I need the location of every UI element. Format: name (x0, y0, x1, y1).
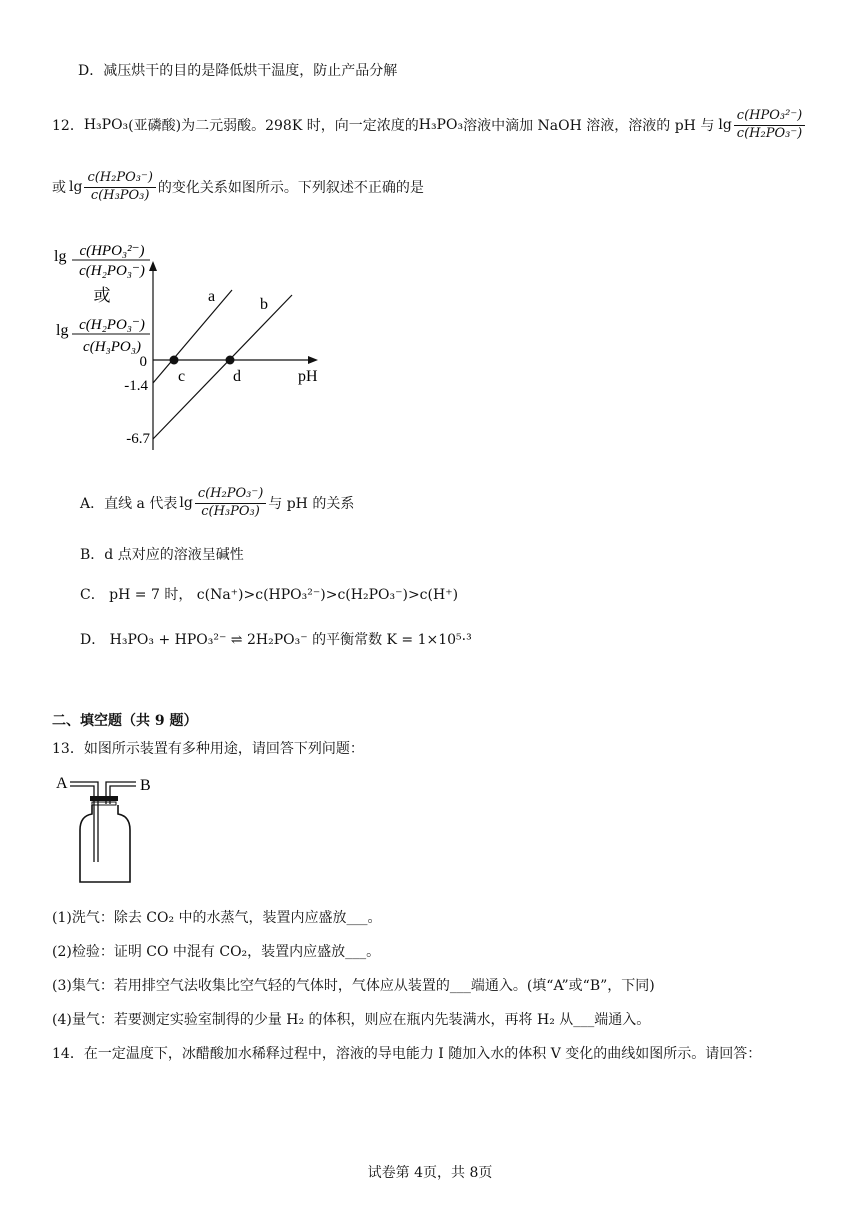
graph-ylabel-lg2: lg (56, 322, 69, 339)
q12-stem-line1 (52, 100, 807, 150)
fraction-numerator: c(HPO₃²⁻) (734, 109, 805, 126)
q12-acid: H₃PO₃ (83, 117, 129, 133)
graph-ylabel-den1: c(H₂PO₃⁻) (79, 263, 145, 279)
q13-stem: 13．如图所示装置有多种用途，请回答下列问题： (52, 741, 364, 757)
graph-label-d: d (233, 368, 241, 385)
graph-line-b (153, 295, 292, 439)
q13-part-4: (4)量气：若要测定实验室制得的少量 H₂ 的体积，则应在瓶内先装满水，再将 H₂ 从___端通入。 (52, 1012, 651, 1028)
q12-fraction-1 (734, 109, 805, 142)
q12-acid2: H₃PO₃ (418, 117, 464, 133)
q12-lg2: lg (69, 179, 83, 195)
q12-option-d: D． H₃PO₃ + HPO₃²⁻ ⇌ 2H₂PO₃⁻ 的平衡常数 K = 1×10⁵·³ (80, 632, 472, 648)
graph-x-arrow (308, 356, 318, 364)
gas-washing-bottle-diagram (52, 770, 162, 888)
q12-number: 12． (52, 118, 84, 134)
q13-part-1: (1)洗气：除去 CO₂ 中的水蒸气，装置内应盛放___。 (52, 910, 382, 926)
section-heading: 二、填空题（共 9 题） (52, 713, 198, 729)
q13-part-2: (2)检验：证明 CO 中混有 CO₂，装置内应盛放___。 (52, 944, 381, 960)
option-a-prefix: A．直线 a 代表 (80, 496, 178, 512)
graph-point-c (170, 356, 179, 365)
graph-label-a: a (208, 288, 216, 305)
fraction-denominator: c(H₃PO₃) (201, 503, 260, 519)
label-A: A (56, 775, 68, 792)
graph-point-d (226, 356, 235, 365)
graph-ylabel-num2: c(H₂PO₃⁻) (79, 317, 145, 333)
option-a-lg: lg (179, 495, 193, 511)
graph-label-b: b (260, 296, 268, 313)
fraction-numerator: c(H₂PO₃⁻) (84, 171, 155, 188)
option-a-fraction (195, 487, 266, 520)
q12-fraction-2 (84, 171, 155, 204)
q12-stem-text2: 溶液中滴加 NaOH 溶液，溶液的 pH 与 (463, 118, 715, 134)
page-footer: 试卷第 4页，共 8页 (367, 1165, 493, 1181)
option-a-suffix: 与 pH 的关系 (268, 496, 355, 512)
q12-option-a (80, 478, 354, 528)
fraction-numerator: c(H₂PO₃⁻) (195, 487, 266, 504)
fraction-denominator: c(H₂PO₃⁻) (736, 125, 803, 141)
q12-stem-line2 (52, 163, 424, 211)
graph-label-c: c (178, 368, 186, 385)
q13-part-3: (3)集气：若用排空气法收集比空气轻的气体时，气体应从装置的___端通入。(填“A”或“B”，下同) (52, 978, 655, 994)
fraction-denominator: c(H₃PO₃) (90, 187, 150, 203)
q12-stem-text3: 的变化关系如图所示。下列叙述不正确的是 (157, 180, 424, 196)
q12-option-c: C． pH = 7 时， c(Na⁺)>c(HPO₃²⁻)>c(H₂PO₃⁻)>c(H⁺) (80, 587, 459, 603)
q12-option-b: B．d 点对应的溶液呈碱性 (80, 547, 244, 563)
graph-ylabel-lg1: lg (54, 248, 67, 265)
q12-stem-text1: (亚磷酸)为二元弱酸。298K 时，向一定浓度的 (128, 118, 419, 134)
q14-stem: 14．在一定温度下，冰醋酸加水稀释过程中，溶液的导电能力 I 随加入水的体积 V 变化的曲线如图所示。请回答： (52, 1046, 762, 1062)
graph-tick-neg1-4: -1.4 (124, 378, 148, 394)
graph-ylabel-den2: c(H₃PO₃) (83, 339, 141, 355)
q12-graph (50, 235, 340, 455)
q11-option-d: D．减压烘干的目的是降低烘干温度，防止产品分解 (78, 63, 398, 79)
graph-ylabel-or: 或 (93, 286, 111, 305)
graph-ylabel-num1: c(HPO₃²⁻) (79, 243, 145, 259)
graph-y-arrow (149, 261, 157, 271)
graph-xlabel: pH (298, 368, 318, 385)
label-B: B (140, 777, 151, 794)
graph-tick-0: 0 (139, 354, 147, 370)
graph-tick-neg6-7: -6.7 (126, 431, 150, 447)
q12-lg: lg (718, 117, 732, 133)
q12-or: 或 (52, 180, 66, 196)
